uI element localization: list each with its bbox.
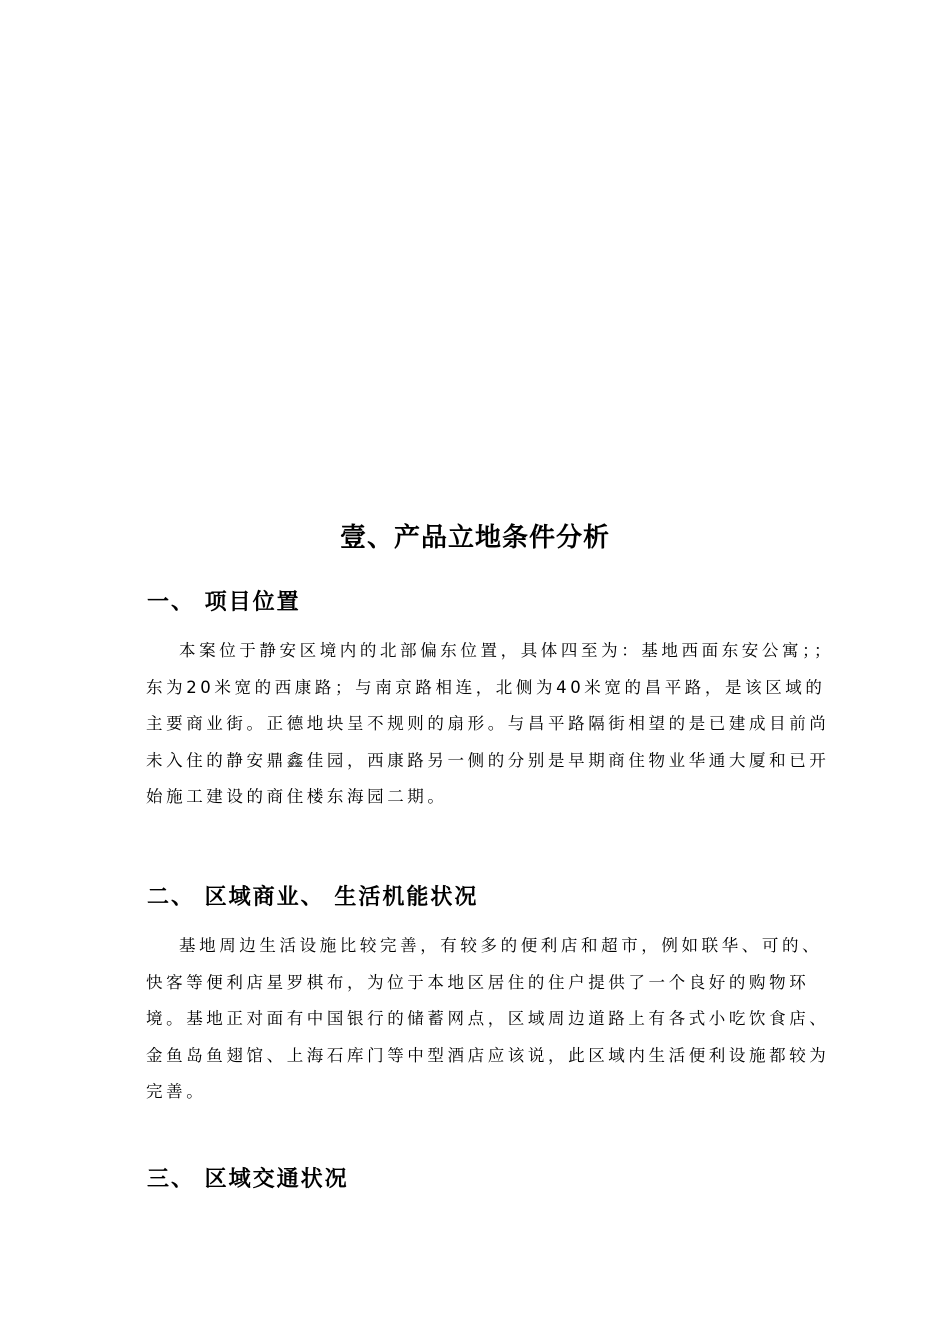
section-paragraph-location: 本案位于静安区境内的北部偏东位置，具体四至为：基地西面东安公寓；；东为20米宽的西康路；与南京路相连，北侧为40米宽的昌平路，是该区域的主要商业街。正德地块呈不规则的扇形。与昌平路隔街相望的是已建成目前尚未入住的静安鼎鑫佳园，西康路另一侧的分别是早期商住物业华通大厦和已开始施工建设的商住楼东海园二期。 — [146, 641, 835, 807]
section-heading-traffic: 三、 区域交通状况 — [147, 1167, 349, 1192]
section-heading-commerce: 二、 区域商业、 生活机能状况 — [147, 885, 479, 910]
page-title: 壹、产品立地条件分析 — [339, 523, 610, 553]
section-paragraph-commerce: 基地周边生活设施比较完善，有较多的便利店和超市，例如联华、可的、快客等便利店星罗棋布，为位于本地区居住的住户提供了一个良好的购物环境。基地正对面有中国银行的储蓄网点，区域周边道路上有各式小吃饮食店、金鱼岛鱼翅馆、上海石库门等中型酒店应该说，此区域内生活便利设施都较为完善。 — [146, 936, 830, 1102]
section-heading-location: 一、 项目位置 — [147, 590, 301, 615]
